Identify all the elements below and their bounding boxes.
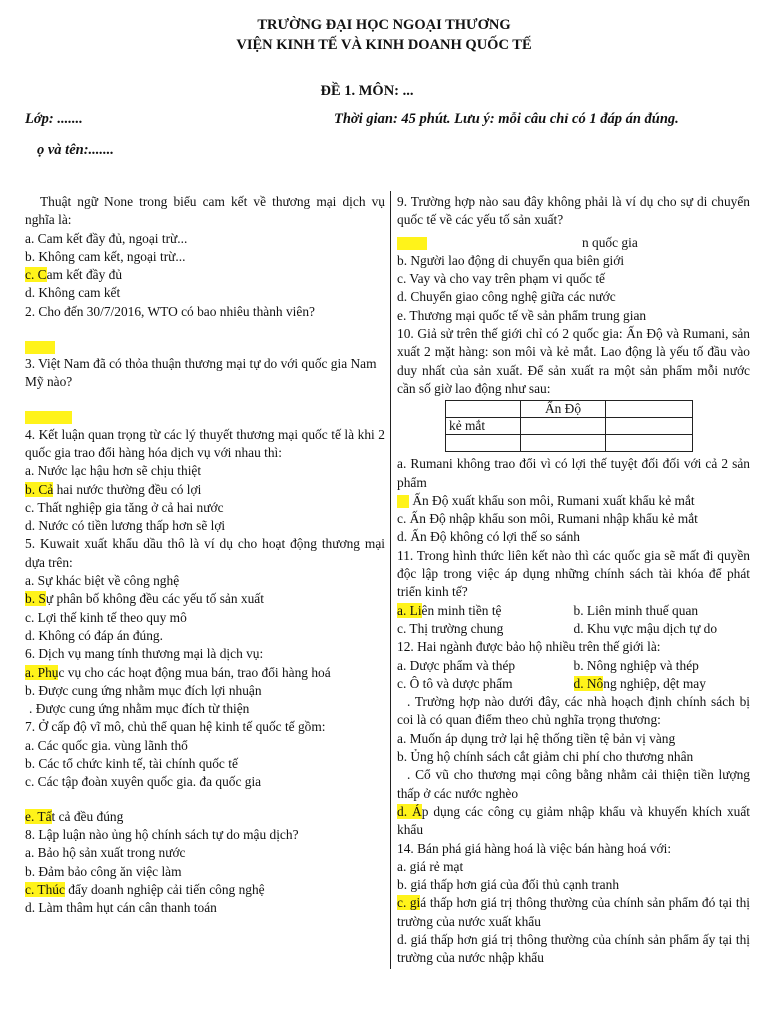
- answer-10c: c. Ấn Độ nhập khẩu son môi, Rumani nhập khẩu kẻ mắt: [397, 511, 698, 527]
- answer-9e: e. Thương mại quốc tế về sản phẩm trung gian: [397, 307, 647, 323]
- answer-8c: [25, 881, 385, 899]
- answer-12d: [574, 675, 751, 693]
- answer-13d-text: p dụng các công cụ giảm nhập khẩu và khuyến khích xuất khẩu: [397, 803, 751, 838]
- answer-13c: . Cổ vũ cho thương mại công bằng nhằm cải thiện tiền lượng thấp ở các nước nghèo: [397, 767, 750, 801]
- table-cell: [521, 418, 606, 435]
- question-1: Thuật ngữ None trong biểu cam kết về thương mại dịch vụ nghĩa là:: [25, 194, 385, 228]
- question-2: 2. Cho đến 30/7/2016, WTO có bao nhiêu thành viên?: [25, 303, 315, 319]
- answer-9b: b. Người lao động di chuyển qua biên giới: [397, 252, 625, 268]
- answer-5b-text: ự phân bố không đều các yếu tố sản xuất: [45, 591, 264, 607]
- question-5: 5. Kuwait xuất khẩu dầu thô là ví dụ cho hoạt động thương mại dựa trên:: [25, 536, 385, 570]
- highlight-marker: c. Thúc: [25, 881, 65, 897]
- answer-4d: d. Nước có tiền lương thấp hơn sẽ lợi: [25, 518, 226, 534]
- answer-6a: [25, 664, 385, 682]
- answer-5c: c. Lợi thế kinh tế theo quy mô: [25, 609, 187, 625]
- answer-12c: c. Ô tô và dược phẩm: [397, 675, 513, 691]
- exam-title: ĐỀ 1. MÔN: ...: [320, 83, 414, 99]
- spacer: [25, 392, 385, 408]
- highlight-marker: d. Á: [397, 803, 422, 819]
- spacer: [25, 792, 385, 808]
- answer-7c: c. Các tập đoàn xuyên quốc gia. đa quốc gia: [25, 774, 262, 790]
- column-divider: [390, 191, 391, 969]
- answer-row-12cd: [397, 675, 750, 693]
- table-cell: [521, 435, 606, 452]
- answer-10b: [397, 492, 750, 510]
- answer-11a-text: ên minh tiền tệ: [421, 602, 502, 618]
- highlight-marker: c. C: [25, 267, 47, 283]
- question-3: 3. Việt Nam đã có thỏa thuận thương mại tự do với quốc gia Nam Mỹ nào?: [25, 356, 377, 390]
- answer-6c: . Được cung ứng nhằm mục đích từ thiện: [29, 701, 250, 717]
- answer-highlight: [25, 411, 72, 424]
- question-14: 14. Bán phá giá hàng hoá là việc bán hàng hoá với:: [397, 840, 672, 856]
- answer-11b: b. Liên minh thuế quan: [573, 602, 699, 618]
- question-9: 9. Trường hợp nào sau đây không phải là ví dụ cho sự di chuyển quốc tế về các yếu tố sản xuất?: [397, 194, 750, 228]
- answer-7b: b. Các tổ chức kinh tế, tài chính quốc tế: [25, 756, 238, 772]
- highlight-marker: a. Phụ: [25, 664, 59, 680]
- answer-14a: a. giá rẻ mạt: [397, 858, 464, 874]
- answer-12b: b. Nông nghiệp và thép: [573, 657, 699, 673]
- answer-14c: [397, 894, 750, 931]
- left-column: [25, 193, 385, 917]
- question-13: . Trường hợp nào dưới đây, các nhà hoạch định chính sách bị coi là có quan điểm theo chủ nghĩa trọng thương:: [397, 694, 750, 728]
- answer-13a: a. Muốn áp dụng trở lại hệ thống tiền tệ bản vị vàng: [397, 730, 676, 746]
- answer-10b-text: Ấn Độ xuất khẩu son môi, Rumani xuất khẩu kẻ mắt: [409, 492, 695, 508]
- answer-7e-text: t cả đều đúng: [51, 808, 124, 824]
- question-12: 12. Hai ngành được bảo hộ nhiều trên thế giới là:: [397, 639, 661, 655]
- highlight-marker: a. Li: [397, 602, 422, 618]
- question-6: 6. Dịch vụ mang tính thương mại là dịch vụ:: [25, 646, 264, 662]
- answer-highlight: [25, 341, 55, 354]
- answer-1b: b. Không cam kết, ngoại trừ...: [25, 248, 186, 264]
- highlight-marker: d. Nô: [573, 675, 604, 691]
- answer-9d: d. Chuyển giao công nghệ giữa các nước: [397, 289, 616, 305]
- labor-hours-table: [445, 400, 693, 452]
- answer-5a: a. Sự khác biệt về công nghệ: [25, 573, 180, 589]
- answer-1c: [25, 266, 385, 284]
- answer-10a: a. Rumani không trao đổi vì có lợi thế tuyệt đối đối với cả 2 sản phẩm: [397, 456, 750, 490]
- table-row: [446, 418, 693, 435]
- table-cell: kẻ mắt: [446, 418, 521, 435]
- answer-10d: d. Ấn Độ không có lợi thế so sánh: [397, 529, 581, 545]
- question-4: 4. Kết luận quan trọng từ các lý thuyết thương mại quốc tế là khi 2 quốc gia trao đổi hàng hóa dịch vụ với nhau thì:: [25, 426, 385, 460]
- time-note: Thời gian: 45 phút. Lưu ý: mỗi câu chỉ có 1 đáp án đúng.: [334, 111, 679, 127]
- answer-9a: [397, 234, 750, 252]
- answer-highlight: [397, 495, 409, 508]
- highlight-marker: b. Cả: [25, 481, 54, 497]
- question-8: 8. Lập luận nào ủng hộ chính sách tự do mậu dịch?: [25, 826, 299, 842]
- answer-5d: d. Không có đáp án đúng.: [25, 627, 163, 643]
- highlight-marker: e. Tấ: [25, 808, 52, 824]
- answer-7e: [25, 808, 385, 826]
- right-column: [397, 193, 750, 968]
- institute-name: VIỆN KINH TẾ VÀ KINH DOANH QUỐC TẾ: [236, 37, 532, 53]
- answer-6b: b. Được cung ứng nhằm mục đích lợi nhuận: [25, 682, 262, 698]
- answer-row-11cd: [397, 620, 750, 638]
- table-cell: [446, 435, 521, 452]
- question-10: 10. Giả sử trên thế giới chỉ có 2 quốc gia: Ấn Độ và Rumani, sản xuất 2 mặt hàng: son môi và kẻ mắt. Lao động là yếu tố đầu vào duy nhất của sản xuất. Để sản xuất ra một sản phẩm mỗi nước cần số giờ lao động như sau:: [397, 326, 750, 396]
- answer-2-blank: [25, 337, 385, 355]
- table-cell: [606, 435, 693, 452]
- answer-4c: c. Thất nghiệp gia tăng ở cả hai nước: [25, 499, 224, 515]
- answer-8a: a. Bảo hộ sản xuất trong nước: [25, 845, 186, 861]
- spacer: [25, 321, 385, 337]
- highlight-marker: c. gi: [397, 895, 421, 911]
- answer-14c-text: á thấp hơn giá trị thông thường của chính sản phẩm đó tại thị trường của nước xuất khẩu: [397, 895, 750, 929]
- answer-4b: [25, 481, 385, 499]
- answer-5b: [25, 590, 385, 608]
- answer-highlight: [397, 237, 427, 250]
- answer-1c-text: am kết đầy đủ: [46, 267, 123, 283]
- answer-11a: [397, 602, 574, 620]
- answer-1a: a. Cam kết đầy đủ, ngoại trừ...: [25, 230, 188, 246]
- answer-1d: d. Không cam kết: [25, 285, 121, 301]
- answer-8d: d. Làm thâm hụt cán cân thanh toán: [25, 900, 217, 916]
- table-cell: [606, 418, 693, 435]
- highlight-marker: b. S: [25, 591, 46, 607]
- answer-12d-text: ng nghiệp, dệt may: [603, 675, 706, 691]
- answer-4a: a. Nước lạc hậu hơn sẽ chịu thiệt: [25, 463, 202, 479]
- table-row: [446, 435, 693, 452]
- answer-9c: c. Vay và cho vay trên phạm vi quốc tế: [397, 271, 605, 287]
- answer-11c: c. Thị trường chung: [397, 620, 504, 636]
- answer-14b: b. giá thấp hơn giá của đối thủ cạnh tranh: [397, 877, 620, 893]
- student-name-label: ọ và tên:.......: [37, 142, 114, 158]
- answer-14d: d. giá thấp hơn giá trị thông thường của chính sản phẩm ấy tại thị trường của nước nhập khẩu: [397, 931, 750, 966]
- table-cell: [446, 401, 521, 418]
- class-label: Lớp: .......: [25, 111, 83, 127]
- answer-7a: a. Các quốc gia. vùng lãnh thổ: [25, 737, 188, 753]
- school-name: TRƯỜNG ĐẠI HỌC NGOẠI THƯƠNG: [257, 17, 511, 33]
- answer-11d: d. Khu vực mậu dịch tự do: [573, 620, 718, 636]
- answer-4b-text: hai nước thường đều có lợi: [53, 481, 202, 497]
- table-cell: [606, 401, 693, 418]
- answer-8c-text: đẩy doanh nghiệp cải tiến công nghệ: [64, 881, 265, 897]
- answer-6a-text: c vụ cho các hoạt động mua bán, trao đổi hàng hoá: [58, 664, 331, 680]
- question-7: 7. Ở cấp độ vĩ mô, chủ thể quan hệ kinh tế quốc tế gồm:: [25, 719, 326, 735]
- table-row: [446, 401, 693, 418]
- answer-8b: b. Đảm bảo công ăn việc làm: [25, 863, 182, 879]
- table-cell: Ấn Độ: [521, 401, 606, 418]
- answer-13b: b. Ủng hộ chính sách cắt giảm chi phí cho thương nhân: [397, 749, 694, 765]
- answer-9a-text: n quốc gia: [582, 234, 638, 250]
- answer-row-12ab: [397, 657, 750, 675]
- question-11: 11. Trong hình thức liên kết nào thì các quốc gia sẽ mất đi quyền độc lập trong việc áp dụng những chính sách tài khóa để phát triển kinh tế?: [397, 547, 750, 600]
- answer-row-11ab: [397, 602, 750, 620]
- answer-13d: [397, 803, 750, 840]
- answer-12a: a. Dược phẩm và thép: [397, 657, 516, 673]
- answer-3-blank: [25, 408, 385, 426]
